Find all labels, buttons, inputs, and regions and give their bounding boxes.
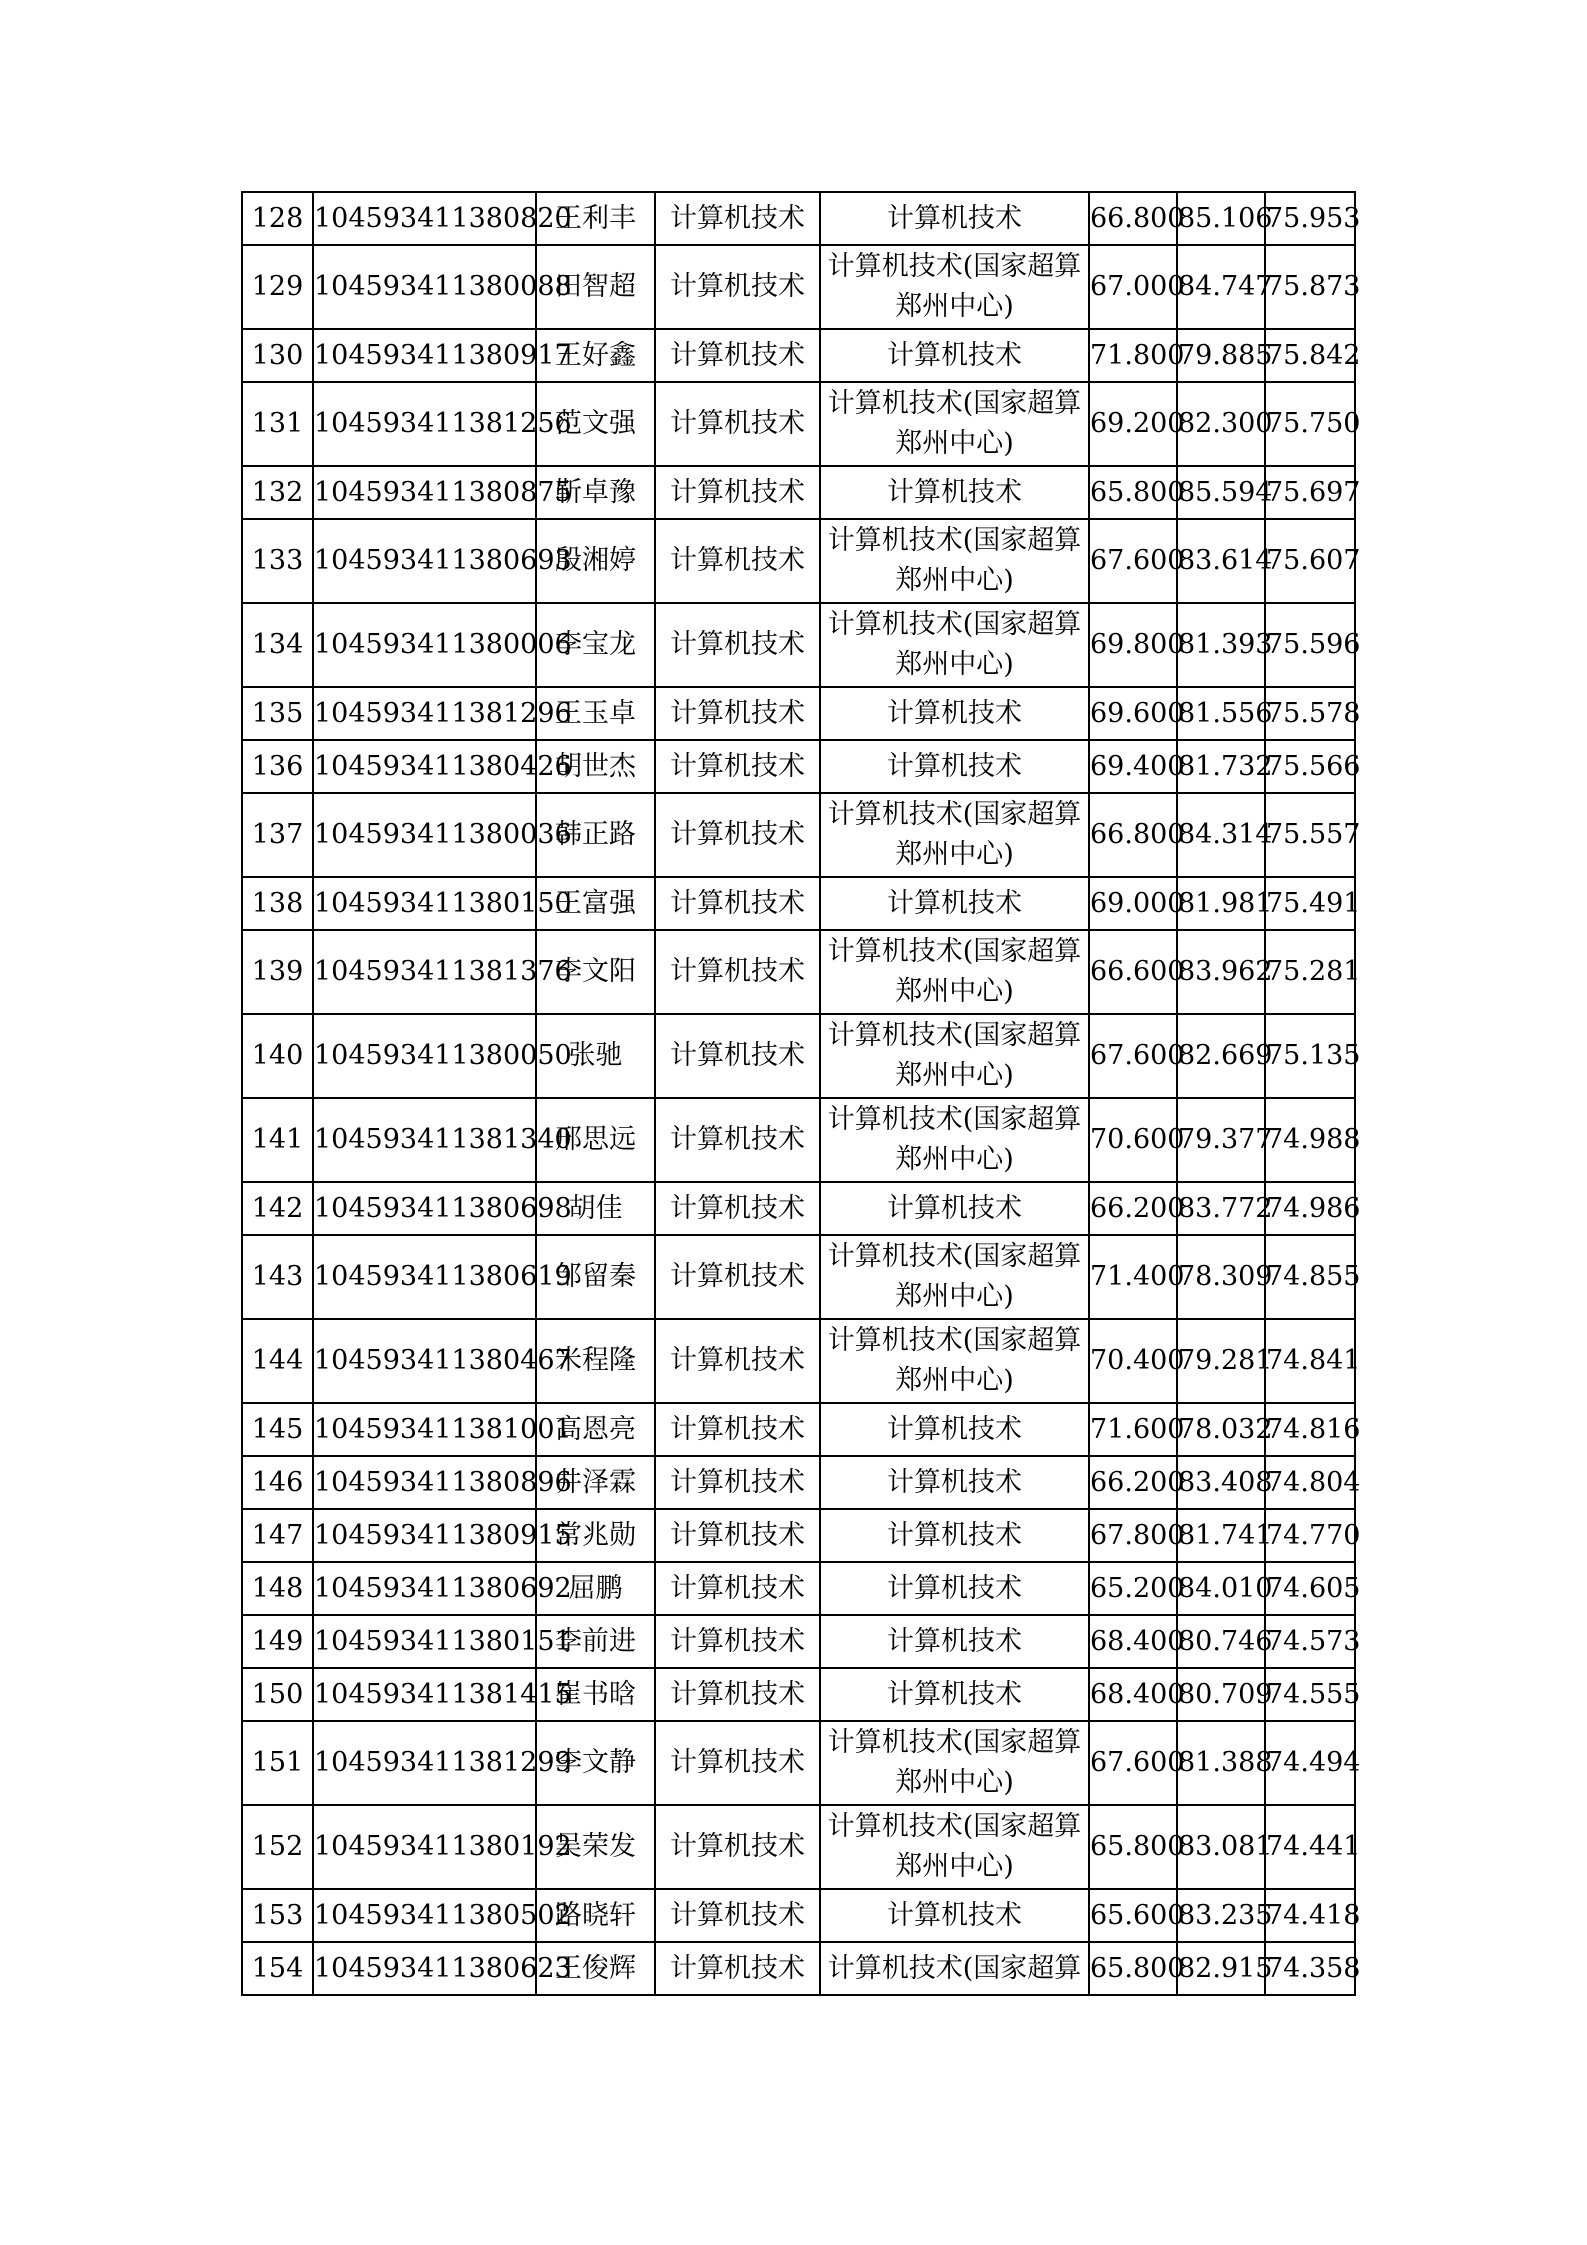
table-row [242, 382, 1355, 466]
score-2-cell: 83.962 [1177, 930, 1265, 1014]
major-cell: 计算机技术 [655, 793, 820, 877]
rank-cell: 140 [242, 1014, 313, 1098]
rank-cell: 143 [242, 1235, 313, 1319]
name-cell: 李文静 [536, 1721, 655, 1805]
major-cell: 计算机技术 [655, 1615, 820, 1668]
table-row [242, 1319, 1355, 1403]
table-row [242, 1014, 1355, 1098]
candidate-id-cell: 104593411380692 [313, 1562, 536, 1615]
direction-cell: 计算机技术(国家超算郑州中心) [820, 245, 1089, 329]
candidate-id-cell: 104593411380192 [313, 1805, 536, 1889]
major-cell: 计算机技术 [655, 1942, 820, 1995]
name-cell: 王利丰 [536, 192, 655, 245]
score-1-cell: 67.600 [1089, 1014, 1177, 1098]
table-row [242, 1509, 1355, 1562]
name-cell: 井泽霖 [536, 1456, 655, 1509]
score-1-cell: 69.600 [1089, 687, 1177, 740]
total-score-cell: 74.494 [1265, 1721, 1355, 1805]
rank-cell: 147 [242, 1509, 313, 1562]
score-2-cell: 79.885 [1177, 329, 1265, 382]
rank-cell: 146 [242, 1456, 313, 1509]
score-1-cell: 71.800 [1089, 329, 1177, 382]
score-2-cell: 85.594 [1177, 466, 1265, 519]
candidate-id-cell: 104593411380698 [313, 1182, 536, 1235]
score-2-cell: 78.309 [1177, 1235, 1265, 1319]
score-1-cell: 67.600 [1089, 1721, 1177, 1805]
name-cell: 王富强 [536, 877, 655, 930]
score-2-cell: 79.281 [1177, 1319, 1265, 1403]
candidate-id-cell: 104593411380502 [313, 1889, 536, 1942]
score-2-cell: 82.915 [1177, 1942, 1265, 1995]
rank-cell: 136 [242, 740, 313, 793]
name-cell: 路晓轩 [536, 1889, 655, 1942]
name-cell: 张驰 [536, 1014, 655, 1098]
total-score-cell: 74.358 [1265, 1942, 1355, 1995]
total-score-cell: 74.441 [1265, 1805, 1355, 1889]
candidate-id-cell: 104593411380820 [313, 192, 536, 245]
rank-cell: 139 [242, 930, 313, 1014]
rank-cell: 129 [242, 245, 313, 329]
direction-cell: 计算机技术 [820, 466, 1089, 519]
score-2-cell: 83.614 [1177, 519, 1265, 603]
name-cell: 邹留秦 [536, 1235, 655, 1319]
candidate-id-cell: 104593411380875 [313, 466, 536, 519]
table-row [242, 1562, 1355, 1615]
major-cell: 计算机技术 [655, 1456, 820, 1509]
score-2-cell: 84.314 [1177, 793, 1265, 877]
major-cell: 计算机技术 [655, 1562, 820, 1615]
table-row [242, 1615, 1355, 1668]
candidate-id-cell: 104593411380050 [313, 1014, 536, 1098]
name-cell: 崔书晗 [536, 1668, 655, 1721]
direction-cell: 计算机技术 [820, 1668, 1089, 1721]
table-row [242, 1805, 1355, 1889]
name-cell: 李宝龙 [536, 603, 655, 687]
candidate-id-cell: 104593411380006 [313, 603, 536, 687]
total-score-cell: 75.953 [1265, 192, 1355, 245]
total-score-cell: 75.607 [1265, 519, 1355, 603]
rank-cell: 152 [242, 1805, 313, 1889]
total-score-cell: 74.605 [1265, 1562, 1355, 1615]
rank-cell: 134 [242, 603, 313, 687]
name-cell: 米程隆 [536, 1319, 655, 1403]
score-1-cell: 66.200 [1089, 1456, 1177, 1509]
total-score-cell: 75.566 [1265, 740, 1355, 793]
name-cell: 韩正路 [536, 793, 655, 877]
candidate-id-cell: 104593411381001 [313, 1403, 536, 1456]
major-cell: 计算机技术 [655, 687, 820, 740]
direction-cell: 计算机技术 [820, 1182, 1089, 1235]
score-1-cell: 66.800 [1089, 793, 1177, 877]
direction-cell: 计算机技术(国家超算郑州中心) [820, 793, 1089, 877]
table-row [242, 793, 1355, 877]
table-row [242, 1942, 1355, 1995]
candidate-id-cell: 104593411380150 [313, 877, 536, 930]
major-cell: 计算机技术 [655, 603, 820, 687]
total-score-cell: 75.557 [1265, 793, 1355, 877]
major-cell: 计算机技术 [655, 329, 820, 382]
rank-cell: 145 [242, 1403, 313, 1456]
score-2-cell: 84.747 [1177, 245, 1265, 329]
score-1-cell: 67.800 [1089, 1509, 1177, 1562]
total-score-cell: 74.816 [1265, 1403, 1355, 1456]
major-cell: 计算机技术 [655, 1403, 820, 1456]
major-cell: 计算机技术 [655, 1235, 820, 1319]
name-cell: 王俊辉 [536, 1942, 655, 1995]
table-row [242, 1403, 1355, 1456]
score-1-cell: 69.400 [1089, 740, 1177, 793]
direction-cell: 计算机技术(国家超算郑州中心) [820, 1014, 1089, 1098]
major-cell: 计算机技术 [655, 1889, 820, 1942]
score-1-cell: 65.800 [1089, 1805, 1177, 1889]
name-cell: 屈鹏 [536, 1562, 655, 1615]
direction-cell: 计算机技术 [820, 192, 1089, 245]
major-cell: 计算机技术 [655, 930, 820, 1014]
total-score-cell: 75.873 [1265, 245, 1355, 329]
score-1-cell: 69.200 [1089, 382, 1177, 466]
score-2-cell: 81.393 [1177, 603, 1265, 687]
major-cell: 计算机技术 [655, 382, 820, 466]
table-row [242, 603, 1355, 687]
direction-cell: 计算机技术(国家超算郑州中心) [820, 1721, 1089, 1805]
score-2-cell: 83.772 [1177, 1182, 1265, 1235]
score-2-cell: 81.556 [1177, 687, 1265, 740]
rank-cell: 148 [242, 1562, 313, 1615]
score-2-cell: 81.388 [1177, 1721, 1265, 1805]
candidate-id-cell: 104593411380151 [313, 1615, 536, 1668]
table-row [242, 192, 1355, 245]
total-score-cell: 74.770 [1265, 1509, 1355, 1562]
major-cell: 计算机技术 [655, 740, 820, 793]
total-score-cell: 75.281 [1265, 930, 1355, 1014]
table-row [242, 519, 1355, 603]
candidate-id-cell: 104593411380467 [313, 1319, 536, 1403]
candidate-id-cell: 104593411381376 [313, 930, 536, 1014]
direction-cell: 计算机技术(国家超算郑州中心) [820, 519, 1089, 603]
total-score-cell: 75.596 [1265, 603, 1355, 687]
rank-cell: 142 [242, 1182, 313, 1235]
score-2-cell: 82.669 [1177, 1014, 1265, 1098]
score-2-cell: 81.741 [1177, 1509, 1265, 1562]
major-cell: 计算机技术 [655, 1182, 820, 1235]
score-1-cell: 67.000 [1089, 245, 1177, 329]
score-1-cell: 65.800 [1089, 466, 1177, 519]
direction-cell: 计算机技术 [820, 740, 1089, 793]
score-2-cell: 83.081 [1177, 1805, 1265, 1889]
rank-cell: 138 [242, 877, 313, 930]
direction-cell: 计算机技术(国家超算郑州中心) [820, 1098, 1089, 1182]
direction-cell: 计算机技术(国家超算郑州中心) [820, 930, 1089, 1014]
rank-cell: 154 [242, 1942, 313, 1995]
name-cell: 田智超 [536, 245, 655, 329]
score-2-cell: 82.300 [1177, 382, 1265, 466]
total-score-cell: 74.555 [1265, 1668, 1355, 1721]
name-cell: 胡佳 [536, 1182, 655, 1235]
total-score-cell: 74.804 [1265, 1456, 1355, 1509]
table-row [242, 740, 1355, 793]
direction-cell: 计算机技术(国家超算郑州中心) [820, 382, 1089, 466]
total-score-cell: 74.418 [1265, 1889, 1355, 1942]
name-cell: 高恩亮 [536, 1403, 655, 1456]
score-2-cell: 83.408 [1177, 1456, 1265, 1509]
score-1-cell: 71.600 [1089, 1403, 1177, 1456]
rank-cell: 153 [242, 1889, 313, 1942]
rank-cell: 151 [242, 1721, 313, 1805]
name-cell: 李前进 [536, 1615, 655, 1668]
score-1-cell: 65.600 [1089, 1889, 1177, 1942]
score-2-cell: 80.709 [1177, 1668, 1265, 1721]
table-row [242, 1182, 1355, 1235]
total-score-cell: 75.697 [1265, 466, 1355, 519]
name-cell: 王玉卓 [536, 687, 655, 740]
score-1-cell: 70.400 [1089, 1319, 1177, 1403]
major-cell: 计算机技术 [655, 1014, 820, 1098]
direction-cell: 计算机技术 [820, 1403, 1089, 1456]
name-cell: 靳卓豫 [536, 466, 655, 519]
rank-cell: 135 [242, 687, 313, 740]
candidate-id-cell: 104593411380915 [313, 1509, 536, 1562]
total-score-cell: 74.841 [1265, 1319, 1355, 1403]
table-row [242, 687, 1355, 740]
score-2-cell: 84.010 [1177, 1562, 1265, 1615]
score-2-cell: 78.032 [1177, 1403, 1265, 1456]
score-1-cell: 69.000 [1089, 877, 1177, 930]
candidate-id-cell: 104593411381256 [313, 382, 536, 466]
name-cell: 殷湘婷 [536, 519, 655, 603]
direction-cell: 计算机技术 [820, 1615, 1089, 1668]
score-1-cell: 71.400 [1089, 1235, 1177, 1319]
score-1-cell: 67.600 [1089, 519, 1177, 603]
table-row [242, 1721, 1355, 1805]
candidate-id-cell: 104593411380693 [313, 519, 536, 603]
major-cell: 计算机技术 [655, 1319, 820, 1403]
total-score-cell: 74.855 [1265, 1235, 1355, 1319]
name-cell: 吴荣发 [536, 1805, 655, 1889]
name-cell: 李文阳 [536, 930, 655, 1014]
score-1-cell: 66.600 [1089, 930, 1177, 1014]
direction-cell: 计算机技术 [820, 1562, 1089, 1615]
candidate-id-cell: 104593411380896 [313, 1456, 536, 1509]
total-score-cell: 74.573 [1265, 1615, 1355, 1668]
total-score-cell: 74.986 [1265, 1182, 1355, 1235]
table-row [242, 1456, 1355, 1509]
score-2-cell: 80.746 [1177, 1615, 1265, 1668]
major-cell: 计算机技术 [655, 1098, 820, 1182]
table-body [242, 192, 1361, 1995]
score-1-cell: 68.400 [1089, 1615, 1177, 1668]
rank-cell: 144 [242, 1319, 313, 1403]
table-row [242, 1889, 1355, 1942]
table-row [242, 1098, 1355, 1182]
direction-cell: 计算机技术 [820, 877, 1089, 930]
major-cell: 计算机技术 [655, 519, 820, 603]
score-2-cell: 83.235 [1177, 1889, 1265, 1942]
table-row [242, 466, 1355, 519]
direction-cell: 计算机技术(国家超算郑州中心) [820, 1805, 1089, 1889]
direction-cell: 计算机技术(国家超算 [820, 1942, 1089, 1995]
score-2-cell: 81.981 [1177, 877, 1265, 930]
major-cell: 计算机技术 [655, 1805, 820, 1889]
major-cell: 计算机技术 [655, 245, 820, 329]
name-cell: 范文强 [536, 382, 655, 466]
rank-cell: 150 [242, 1668, 313, 1721]
score-table [241, 191, 1361, 1996]
name-cell: 胡世杰 [536, 740, 655, 793]
rank-cell: 133 [242, 519, 313, 603]
rank-cell: 131 [242, 382, 313, 466]
candidate-id-cell: 104593411380088 [313, 245, 536, 329]
score-1-cell: 66.800 [1089, 192, 1177, 245]
direction-cell: 计算机技术 [820, 1456, 1089, 1509]
rank-cell: 149 [242, 1615, 313, 1668]
total-score-cell: 75.578 [1265, 687, 1355, 740]
score-1-cell: 68.400 [1089, 1668, 1177, 1721]
score-2-cell: 81.732 [1177, 740, 1265, 793]
direction-cell: 计算机技术(国家超算郑州中心) [820, 603, 1089, 687]
direction-cell: 计算机技术 [820, 329, 1089, 382]
table-row [242, 877, 1355, 930]
score-2-cell: 79.377 [1177, 1098, 1265, 1182]
candidate-id-cell: 104593411381296 [313, 687, 536, 740]
table-row [242, 930, 1355, 1014]
major-cell: 计算机技术 [655, 1721, 820, 1805]
total-score-cell: 75.750 [1265, 382, 1355, 466]
direction-cell: 计算机技术 [820, 687, 1089, 740]
candidate-id-cell: 104593411380426 [313, 740, 536, 793]
table-row [242, 329, 1355, 382]
score-1-cell: 65.200 [1089, 1562, 1177, 1615]
major-cell: 计算机技术 [655, 1668, 820, 1721]
name-cell: 王好鑫 [536, 329, 655, 382]
candidate-id-cell: 104593411380619 [313, 1235, 536, 1319]
name-cell: 常兆勋 [536, 1509, 655, 1562]
rank-cell: 141 [242, 1098, 313, 1182]
score-1-cell: 70.600 [1089, 1098, 1177, 1182]
total-score-cell: 75.491 [1265, 877, 1355, 930]
candidate-id-cell: 104593411381340 [313, 1098, 536, 1182]
rank-cell: 132 [242, 466, 313, 519]
table-row [242, 245, 1355, 329]
candidate-id-cell: 104593411381415 [313, 1668, 536, 1721]
score-1-cell: 69.800 [1089, 603, 1177, 687]
candidate-id-cell: 104593411380623 [313, 1942, 536, 1995]
direction-cell: 计算机技术 [820, 1509, 1089, 1562]
direction-cell: 计算机技术 [820, 1889, 1089, 1942]
major-cell: 计算机技术 [655, 877, 820, 930]
total-score-cell: 74.988 [1265, 1098, 1355, 1182]
major-cell: 计算机技术 [655, 1509, 820, 1562]
score-2-cell: 85.106 [1177, 192, 1265, 245]
major-cell: 计算机技术 [655, 466, 820, 519]
major-cell: 计算机技术 [655, 192, 820, 245]
total-score-cell: 75.135 [1265, 1014, 1355, 1098]
direction-cell: 计算机技术(国家超算郑州中心) [820, 1319, 1089, 1403]
candidate-id-cell: 104593411380917 [313, 329, 536, 382]
rank-cell: 137 [242, 793, 313, 877]
direction-cell: 计算机技术(国家超算郑州中心) [820, 1235, 1089, 1319]
candidate-id-cell: 104593411381299 [313, 1721, 536, 1805]
score-1-cell: 66.200 [1089, 1182, 1177, 1235]
score-1-cell: 65.800 [1089, 1942, 1177, 1995]
name-cell: 邢思远 [536, 1098, 655, 1182]
rank-cell: 130 [242, 329, 313, 382]
table-row [242, 1668, 1355, 1721]
rank-cell: 128 [242, 192, 313, 245]
total-score-cell: 75.842 [1265, 329, 1355, 382]
candidate-id-cell: 104593411380036 [313, 793, 536, 877]
table-row [242, 1235, 1355, 1319]
